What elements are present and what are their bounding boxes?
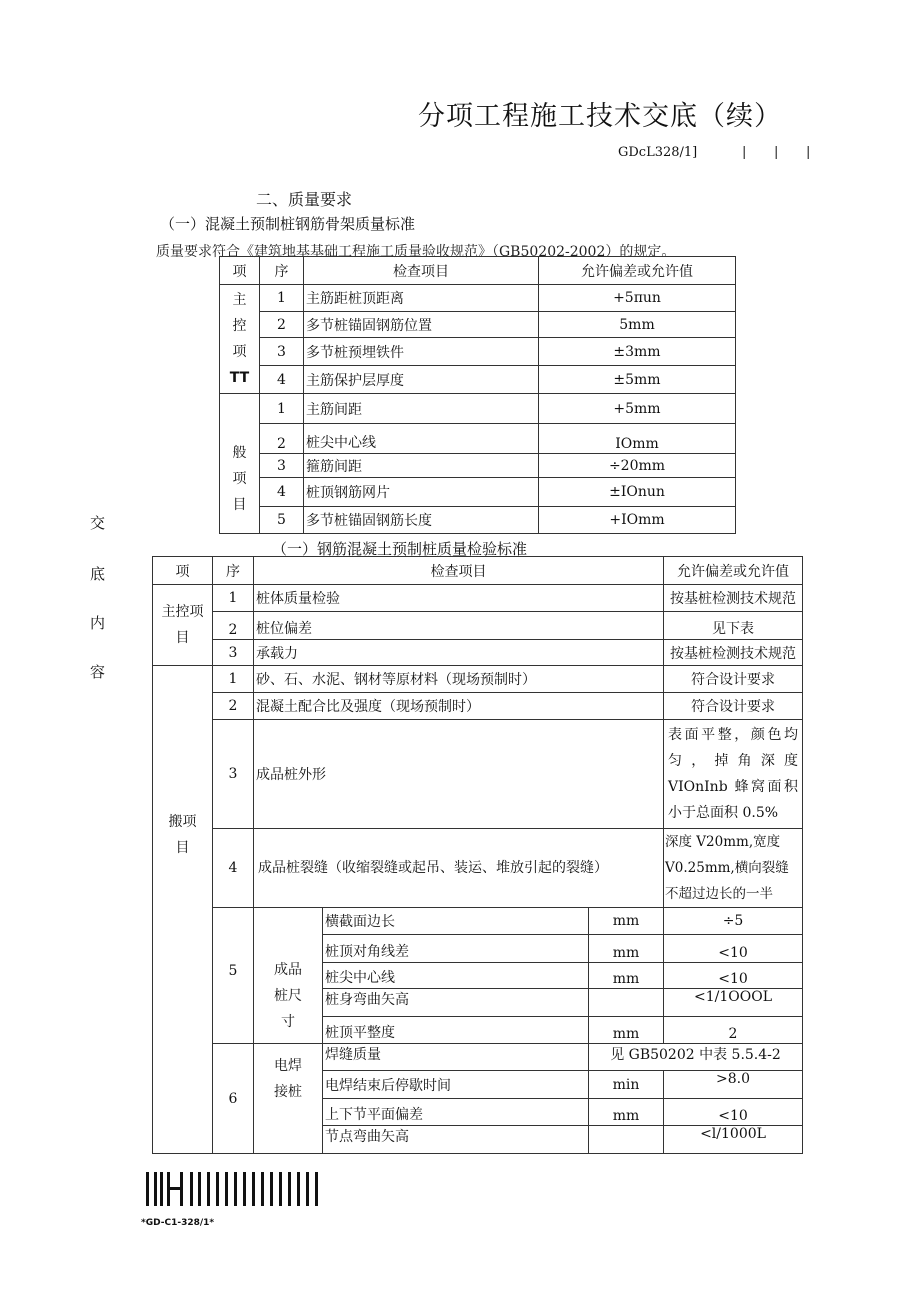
- section-heading: 二、质量要求: [256, 190, 353, 209]
- table-row: 3 箍筋间距 ÷20mm: [220, 454, 736, 478]
- table-row: 节点弯曲矢高 <l/1000L: [153, 1126, 803, 1154]
- barcode-text: *GD-C1-328/1*: [141, 1218, 215, 1228]
- group-general: 般 项 目: [220, 394, 260, 534]
- code-mark: |: [742, 145, 747, 160]
- group-general: 搬项 目: [153, 666, 213, 1154]
- table-header-row: [220, 257, 736, 285]
- table-row: 2 桩尖中心线 IOmm: [220, 424, 736, 454]
- table-row: 上下节平面偏差 mm <10: [153, 1099, 803, 1126]
- side-label-char: 容: [90, 663, 106, 681]
- code-mark: |: [774, 145, 779, 160]
- table-row: 搬项 目 1 砂、石、水泥、钢材等原材料（现场预制时） 符合设计要求: [153, 666, 803, 693]
- header-cell: 项: [220, 257, 260, 285]
- table-header-row: [153, 557, 803, 585]
- code-marks: [742, 145, 838, 160]
- table-row: 4 桩顶钢筋网片 ±IOnun: [220, 478, 736, 507]
- table-row: 3 承载力 按基桩检测技术规范: [153, 640, 803, 666]
- side-label-char: 交: [90, 514, 106, 532]
- group-main-control: 主 控 项 TT: [220, 285, 260, 394]
- table-row: 4 主筋保护层厚度 ±5mm: [220, 366, 736, 394]
- header-cell: 允许偏差或允许值: [539, 257, 736, 285]
- table-row: 桩顶对角线差 mm <10: [153, 935, 803, 963]
- table-row: 5 多节桩锚固钢筋长度 +IOmm: [220, 507, 736, 534]
- page-title: 分项工程施工技术交底（续）: [418, 101, 782, 132]
- header-cell: 序: [260, 257, 304, 285]
- table-row: 5 成品 桩尺 寸 横截面边长 mm ÷5: [153, 908, 803, 935]
- table-row: 2 混凝土配合比及强度（现场预制时） 符合设计要求: [153, 693, 803, 720]
- header-cell: 项: [153, 557, 213, 585]
- subsection-title-2: （一）钢筋混凝土预制桩质量检验标准: [272, 540, 528, 558]
- table-row: 桩顶平整度 mm 2: [153, 1017, 803, 1044]
- group-weld-joint: 电焊 接桩: [254, 1044, 323, 1154]
- table-row: 6 电焊 接桩 焊缝质量 见 GB50202 中表 5.5.4-2: [153, 1044, 803, 1071]
- table-row: 3 成品桩外形 表面平整，颜色均匀，掉角深度 VIOnInb 蜂窝面积小于总面积 0.5%: [153, 720, 803, 829]
- header-cell: 检查项目: [254, 557, 664, 585]
- side-label-char: 底: [90, 565, 106, 583]
- header-cell: 检查项目: [304, 257, 539, 285]
- code-mark: |: [806, 145, 811, 160]
- table-row: 电焊结束后停歇时间 min >8.0: [153, 1071, 803, 1099]
- group-pile-size: 成品 桩尺 寸: [254, 908, 323, 1044]
- table-row: 3 多节桩预埋铁件 ±3mm: [220, 338, 736, 366]
- table-row: 桩身弯曲矢高 <1/1OOOL: [153, 989, 803, 1017]
- header-cell: 序: [213, 557, 254, 585]
- requirement-text: 质量要求符合《建筑地基基础工程施工质量验收规范》（GB50202-2002）的规定。: [156, 244, 676, 260]
- rebar-cage-quality-table: [219, 256, 736, 534]
- table-row: 2 多节桩锚固钢筋位置 5mm: [220, 312, 736, 338]
- side-label-char: 内: [90, 614, 106, 632]
- table-row: 2 桩位偏差 见下表: [153, 612, 803, 640]
- table-row: 4 成品桩裂缝（收缩裂缝或起吊、装运、堆放引起的裂缝） 深度 V20mm,宽度 V0.25mm,横向裂缝不超过边长的一半: [153, 829, 803, 908]
- subsection-title-1: （一）混凝土预制桩钢筋骨架质量标准: [160, 215, 416, 233]
- table-row: 主 控 项 TT 1 主筋距桩顶距离 +5πun: [220, 285, 736, 312]
- barcode-icon: [146, 1172, 322, 1206]
- document-code: GDcL328/1]: [618, 145, 698, 160]
- table-row: 桩尖中心线 mm <10: [153, 963, 803, 989]
- group-main-control: 主控项 目: [153, 585, 213, 666]
- table-row: 般 项 目 1 主筋间距 +5mm: [220, 394, 736, 424]
- precast-pile-inspection-table: [152, 556, 803, 1154]
- header-cell: 允许偏差或允许值: [664, 557, 803, 585]
- table-row: 主控项 目 1 桩体质量检验 按基桩检测技术规范: [153, 585, 803, 612]
